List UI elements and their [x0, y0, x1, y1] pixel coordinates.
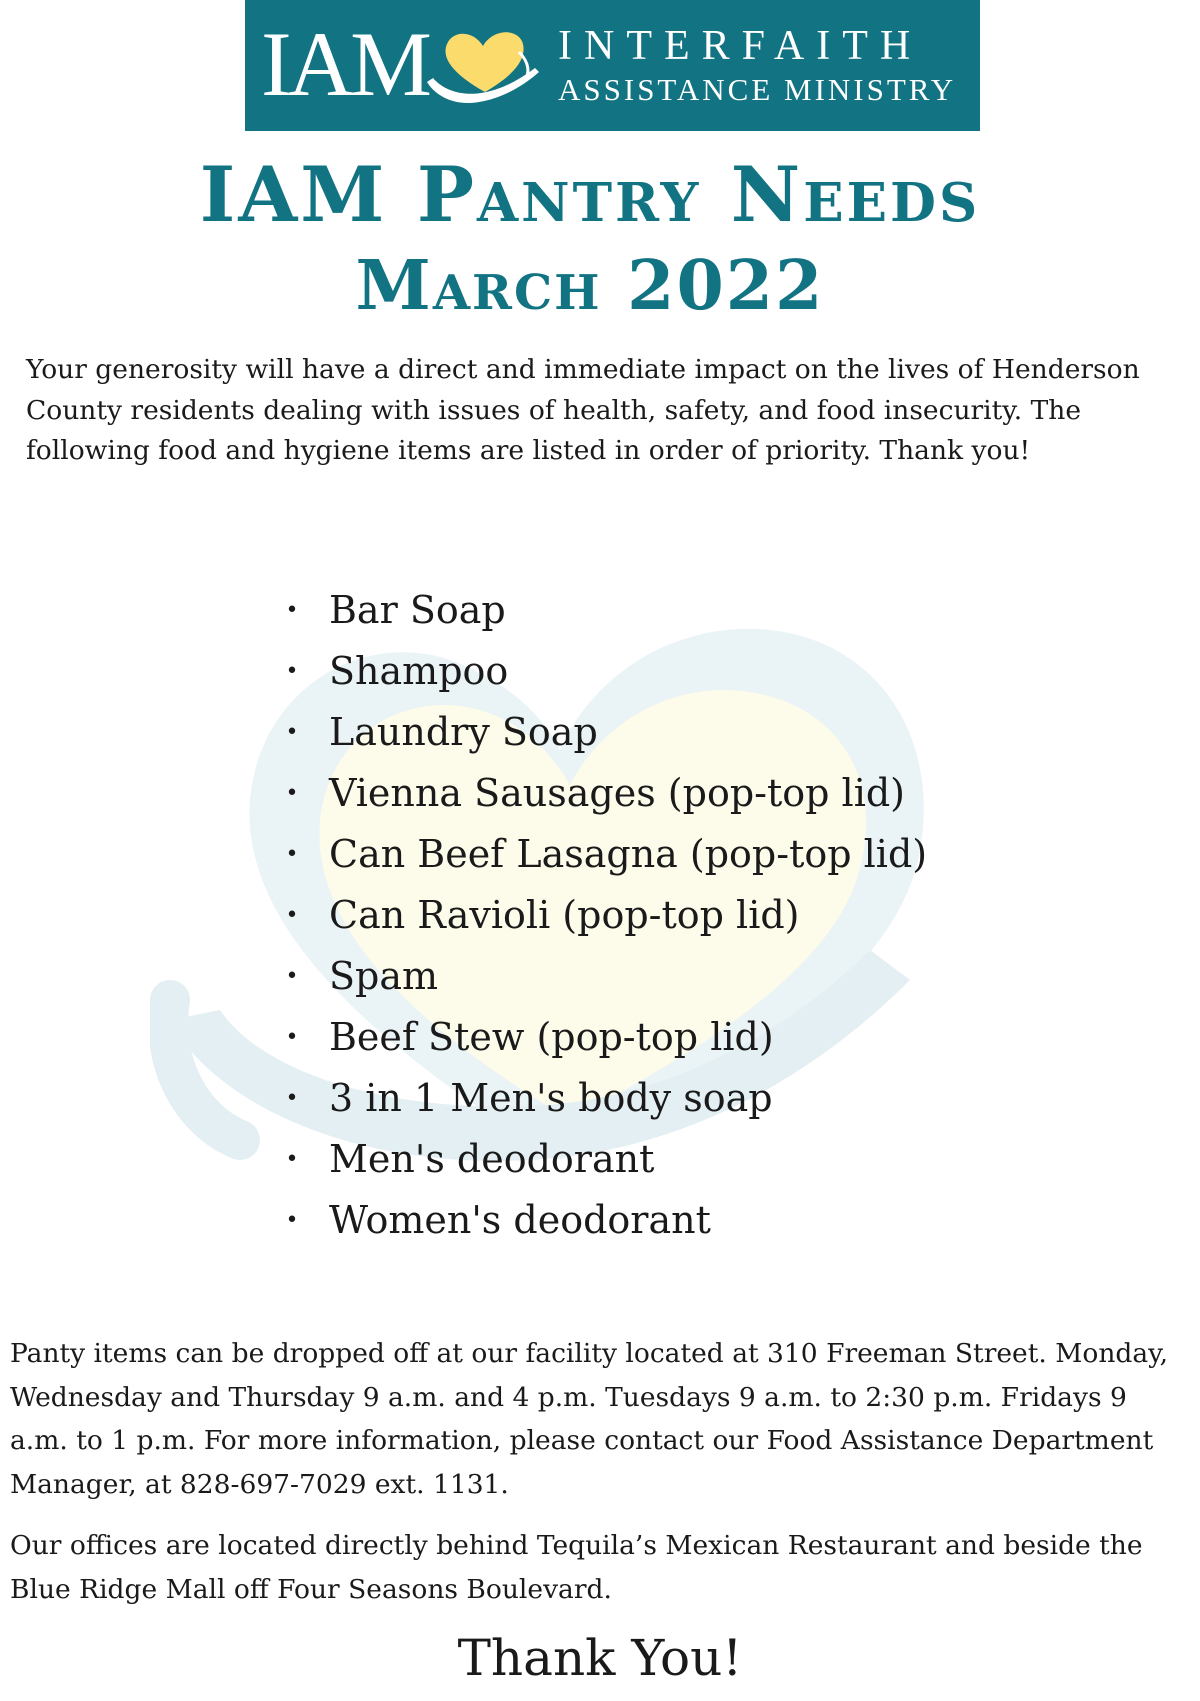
needs-list-item	[285, 1190, 927, 1251]
needs-item-label: Women's deodorant	[329, 1198, 711, 1242]
needs-item-label: Can Beef Lasagna (pop-top lid)	[329, 832, 928, 876]
needs-list-item	[285, 885, 927, 946]
bullet-icon: •	[285, 1025, 299, 1050]
needs-list-item	[285, 763, 927, 824]
needs-list	[285, 580, 927, 1251]
needs-list-item	[285, 1007, 927, 1068]
needs-list-item	[285, 580, 927, 641]
logo-banner	[245, 0, 980, 131]
needs-item-label: Can Ravioli (pop-top lid)	[329, 893, 800, 937]
closing-thanks: Thank You!	[457, 1629, 743, 1687]
intro-paragraph: Your generosity will have a direct and immediate impact on the lives of Henderson County residents dealing with issues of health, safety, and food insecurity. The following food and hygiene items are listed in order of priority. Thank you!	[26, 354, 1140, 466]
needs-item-label: Laundry Soap	[329, 710, 598, 754]
logo-line-ministry: ASSISTANCE MINISTRY	[558, 72, 957, 107]
logo-line-interfaith: INTERFAITH	[558, 23, 923, 69]
page-subtitle: March 2022	[355, 246, 825, 326]
heart-in-hand-icon	[423, 22, 543, 112]
bullet-icon: •	[285, 903, 299, 928]
needs-item-label: Spam	[329, 954, 439, 998]
needs-list-item	[285, 1068, 927, 1129]
logo-acronym: IAM	[261, 13, 428, 115]
bullet-icon: •	[285, 1086, 299, 1111]
needs-list-item	[285, 1129, 927, 1190]
bullet-icon: •	[285, 964, 299, 989]
bullet-icon: •	[285, 842, 299, 867]
page-title: IAM Pantry Needs	[199, 150, 981, 239]
bullet-icon: •	[285, 1208, 299, 1233]
needs-list-item	[285, 641, 927, 702]
needs-list-item	[285, 824, 927, 885]
needs-item-label: Bar Soap	[329, 588, 506, 632]
location-paragraph: Our offices are located directly behind Tequila’s Mexican Restaurant and beside the Blue Ridge Mall off Four Seasons Boulevard.	[10, 1530, 1143, 1605]
needs-item-label: Shampoo	[329, 649, 509, 693]
needs-item-label: Men's deodorant	[329, 1137, 655, 1181]
bullet-icon: •	[285, 781, 299, 806]
dropoff-paragraph: Panty items can be dropped off at our facility located at 310 Freeman Street. Monday, Wednesday and Thursday 9 a.m. and 4 p.m. Tuesdays 9 a.m. to 2:30 p.m. Fridays 9 a.m. to 1 p.m. For more information, please contact our Food Assistance Department Manager, at 828-697-7029 ext. 1131.	[10, 1338, 1169, 1500]
bullet-icon: •	[285, 720, 299, 745]
needs-item-label: Beef Stew (pop-top lid)	[329, 1015, 774, 1059]
needs-item-label: Vienna Sausages (pop-top lid)	[329, 771, 906, 815]
bullet-icon: •	[285, 1147, 299, 1172]
needs-list-item	[285, 946, 927, 1007]
bullet-icon: •	[285, 598, 299, 623]
needs-list-item	[285, 702, 927, 763]
bullet-icon: •	[285, 659, 299, 684]
needs-item-label: 3 in 1 Men's body soap	[329, 1076, 773, 1120]
